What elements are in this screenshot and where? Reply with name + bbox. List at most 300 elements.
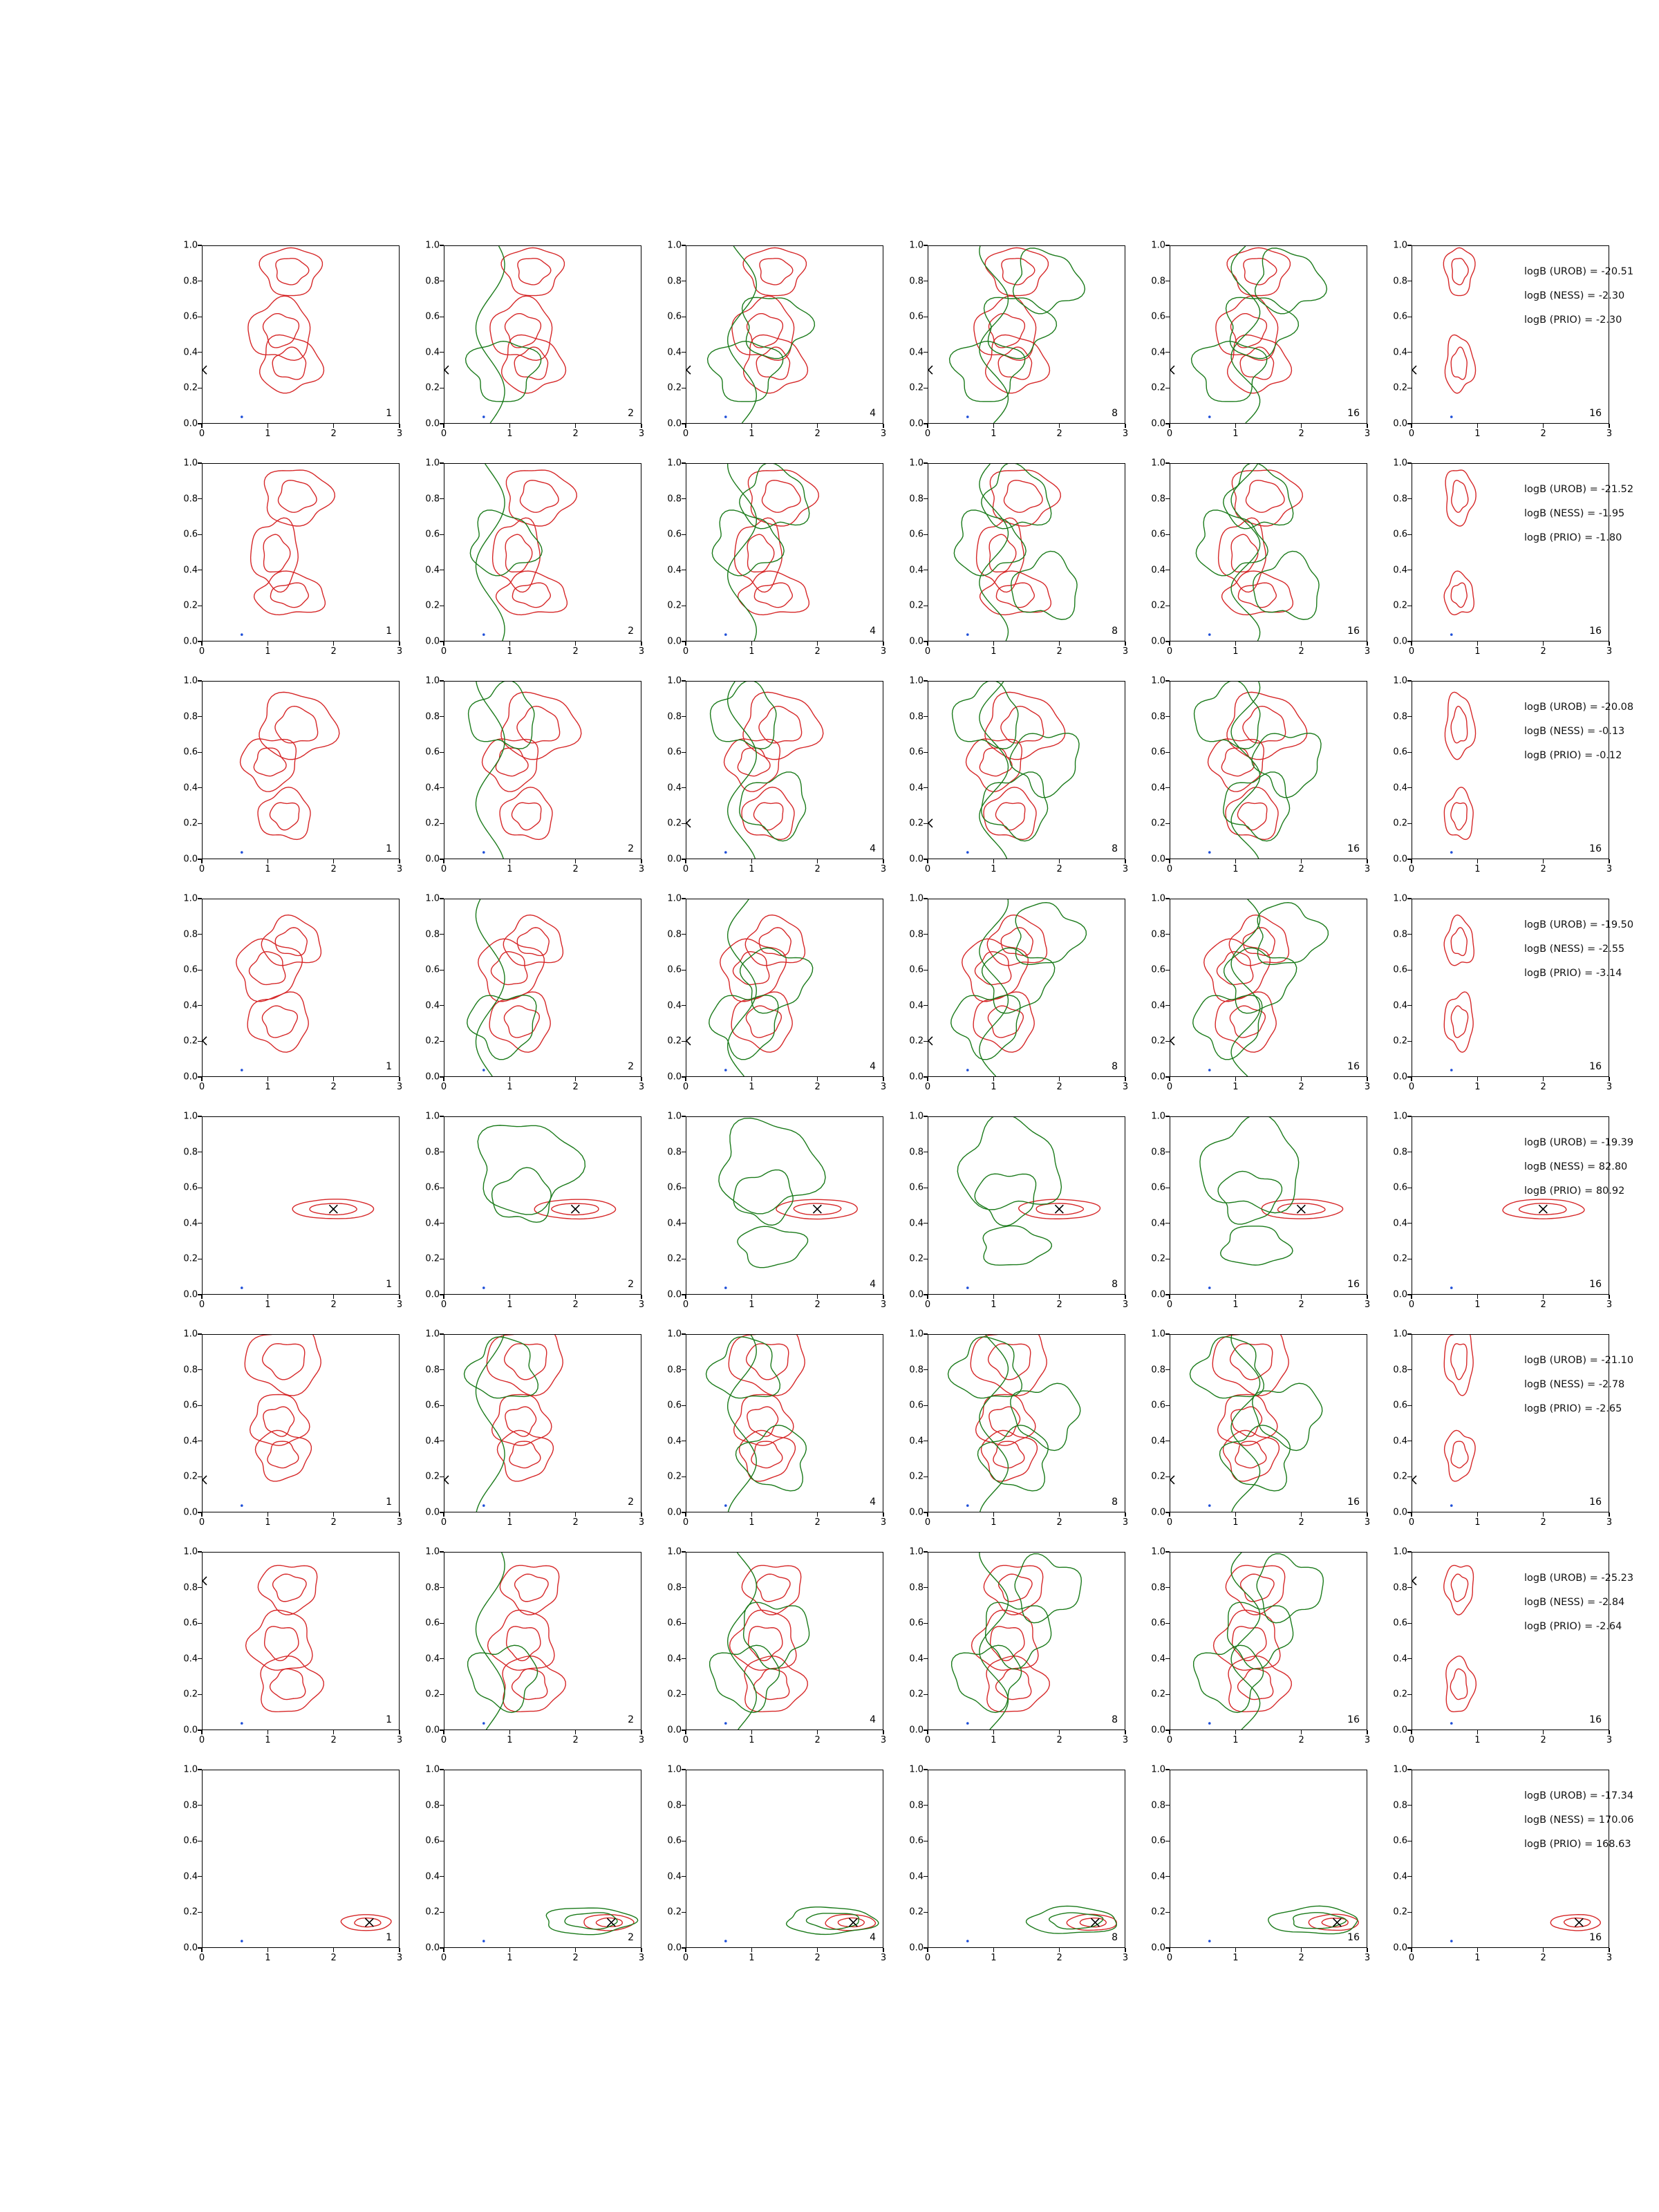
y-tick-label: 0.0 [1151, 1507, 1165, 1518]
y-tick-label: 0.0 [1151, 1071, 1165, 1082]
contour-panel [657, 893, 887, 1099]
y-tick-label: 0.6 [1151, 964, 1165, 975]
panel-corner-label: 16 [1347, 1714, 1360, 1725]
y-tick-label: 0.0 [1151, 636, 1165, 647]
y-tick-mark [440, 1041, 444, 1042]
x-tick-mark [399, 424, 400, 428]
y-tick-label: 0.8 [667, 929, 682, 940]
x-tick-label: 0 [924, 1082, 931, 1092]
y-tick-label: 0.2 [909, 600, 924, 611]
contour-panel [899, 1111, 1129, 1317]
y-tick-label: 1.0 [667, 240, 682, 251]
y-tick-label: 0.0 [183, 854, 198, 865]
y-tick-label: 0.4 [183, 1218, 198, 1229]
y-tick-label: 0.2 [1151, 1253, 1165, 1264]
y-tick-label: 0.8 [667, 711, 682, 722]
x-tick-label: 3 [638, 864, 645, 874]
x-tick-label: 3 [396, 1953, 403, 1963]
y-tick-mark [682, 1005, 686, 1006]
x-tick-label: 0 [924, 429, 931, 439]
x-tick-label: 0 [682, 429, 689, 439]
y-tick-label: 0.6 [183, 1182, 198, 1193]
x-tick-mark [927, 641, 928, 646]
x-tick-mark [685, 424, 686, 428]
y-tick-mark [198, 680, 202, 681]
x-tick-label: 1 [1232, 1517, 1239, 1528]
x-tick-mark [685, 1512, 686, 1517]
panel-axes [444, 463, 641, 641]
y-tick-label: 0.0 [183, 418, 198, 429]
x-tick-label: 2 [1056, 1953, 1062, 1963]
x-tick-label: 2 [572, 1082, 579, 1092]
x-tick-mark [751, 1077, 752, 1081]
x-tick-label: 2 [330, 1082, 337, 1092]
y-tick-label: 0.4 [667, 1653, 682, 1665]
x-tick-label: 1 [991, 864, 997, 874]
y-tick-mark [440, 1587, 444, 1588]
x-tick-label: 3 [880, 1735, 887, 1745]
y-tick-label: 0.8 [425, 929, 440, 940]
y-tick-label: 0.8 [183, 494, 198, 505]
x-tick-mark [1059, 641, 1060, 646]
y-tick-mark [1407, 462, 1412, 463]
x-tick-label: 3 [638, 1517, 645, 1528]
x-tick-mark [1169, 424, 1170, 428]
y-tick-label: 1.0 [183, 240, 198, 251]
y-tick-label: 0.2 [1151, 600, 1165, 611]
x-tick-label: 2 [572, 1300, 579, 1310]
x-tick-mark [685, 641, 686, 646]
x-tick-label: 1 [265, 1953, 271, 1963]
x-tick-mark [1543, 1512, 1544, 1517]
y-tick-label: 1.0 [183, 675, 198, 686]
y-tick-mark [924, 1405, 928, 1406]
x-tick-label: 2 [330, 864, 337, 874]
y-tick-mark [440, 352, 444, 353]
x-tick-label: 2 [330, 1953, 337, 1963]
y-tick-label: 0.6 [1151, 311, 1165, 322]
y-tick-label: 0.8 [909, 1147, 924, 1158]
y-tick-label: 0.0 [667, 1071, 682, 1082]
contour-panel [415, 458, 645, 664]
y-tick-mark [1165, 934, 1170, 935]
y-tick-mark [682, 1658, 686, 1659]
y-tick-label: 0.2 [183, 818, 198, 829]
x-tick-label: 2 [814, 1082, 821, 1092]
y-tick-label: 0.6 [183, 311, 198, 322]
panel-axes [202, 1770, 400, 1948]
y-tick-mark [1165, 787, 1170, 788]
y-tick-label: 0.4 [667, 347, 682, 358]
y-tick-label: 1.0 [909, 1111, 924, 1122]
x-tick-label: 3 [1606, 864, 1613, 874]
y-tick-label: 0.0 [667, 1725, 682, 1736]
logb-prio-label: logB (PRIO) = -1.80 [1524, 532, 1622, 543]
y-tick-label: 0.2 [909, 1253, 924, 1264]
y-tick-mark [1407, 352, 1412, 353]
x-tick-label: 2 [814, 1735, 821, 1745]
panel-axes [444, 1552, 641, 1730]
x-tick-label: 3 [1122, 1953, 1129, 1963]
y-tick-mark [440, 716, 444, 717]
y-tick-mark [198, 534, 202, 535]
row-annotation-block [1524, 1790, 1634, 1863]
logb-ness-label: logB (NESS) = -2.55 [1524, 944, 1625, 955]
y-tick-label: 0.2 [667, 1253, 682, 1264]
panel-corner-label: 1 [386, 1714, 392, 1725]
x-tick-mark [817, 1077, 818, 1081]
y-tick-label: 1.0 [425, 1111, 440, 1122]
x-tick-label: 3 [638, 429, 645, 439]
x-tick-label: 2 [1298, 1082, 1304, 1092]
panel-axes [928, 1116, 1125, 1295]
x-tick-label: 1 [507, 429, 513, 439]
y-tick-mark [198, 716, 202, 717]
x-tick-label: 0 [682, 1082, 689, 1092]
y-tick-label: 0.2 [425, 1035, 440, 1047]
y-tick-mark [924, 752, 928, 753]
y-tick-mark [1165, 1369, 1170, 1370]
contour-panel [1141, 1764, 1371, 1970]
y-tick-mark [682, 1369, 686, 1370]
y-tick-mark [924, 352, 928, 353]
y-tick-label: 0.4 [425, 1218, 440, 1229]
x-tick-mark [333, 1730, 334, 1734]
y-tick-label: 0.4 [1151, 1871, 1165, 1882]
y-tick-mark [682, 1587, 686, 1588]
x-tick-label: 3 [1122, 1735, 1129, 1745]
x-tick-mark [927, 1948, 928, 1952]
x-tick-label: 0 [440, 1517, 447, 1528]
y-tick-label: 0.4 [667, 1436, 682, 1447]
y-tick-label: 0.2 [909, 1906, 924, 1918]
y-tick-mark [1165, 534, 1170, 535]
y-tick-label: 0.0 [183, 1507, 198, 1518]
x-tick-label: 1 [265, 646, 271, 657]
y-tick-mark [440, 1551, 444, 1552]
y-tick-label: 0.4 [183, 1653, 198, 1665]
y-tick-mark [924, 1623, 928, 1624]
y-tick-label: 1.0 [425, 240, 440, 251]
x-tick-label: 3 [638, 1953, 645, 1963]
y-tick-label: 0.4 [909, 1871, 924, 1882]
x-tick-label: 0 [440, 646, 447, 657]
x-tick-label: 2 [1056, 1300, 1062, 1310]
contour-panel [899, 893, 1129, 1099]
y-tick-mark [924, 1769, 928, 1770]
contour-panel [899, 240, 1129, 446]
y-tick-label: 0.2 [183, 1471, 198, 1482]
y-tick-label: 0.2 [425, 1471, 440, 1482]
x-tick-label: 0 [440, 1082, 447, 1092]
y-tick-label: 0.8 [1393, 1147, 1407, 1158]
x-tick-mark [993, 1512, 994, 1517]
y-tick-mark [1165, 498, 1170, 499]
x-tick-mark [575, 1077, 576, 1081]
y-tick-mark [682, 752, 686, 753]
x-tick-label: 2 [814, 429, 821, 439]
panel-corner-label: 1 [386, 1061, 392, 1072]
y-tick-label: 0.8 [425, 1147, 440, 1158]
y-tick-label: 0.4 [909, 782, 924, 794]
x-tick-mark [1411, 1948, 1412, 1952]
x-tick-mark [509, 859, 510, 863]
y-tick-label: 1.0 [667, 675, 682, 686]
x-tick-label: 3 [1364, 1517, 1371, 1528]
x-tick-label: 3 [880, 646, 887, 657]
x-tick-label: 3 [1606, 1735, 1613, 1745]
y-tick-label: 0.8 [667, 1365, 682, 1376]
x-tick-label: 0 [682, 1300, 689, 1310]
x-tick-mark [1301, 1948, 1302, 1952]
x-tick-mark [993, 1295, 994, 1299]
y-tick-mark [1407, 1369, 1412, 1370]
panel-corner-label: 16 [1589, 1061, 1602, 1072]
y-tick-mark [1165, 352, 1170, 353]
y-tick-label: 0.8 [183, 711, 198, 722]
x-tick-mark [443, 424, 444, 428]
y-tick-label: 0.6 [425, 311, 440, 322]
y-tick-mark [924, 1658, 928, 1659]
x-tick-label: 1 [749, 1517, 755, 1528]
y-tick-label: 0.0 [667, 1507, 682, 1518]
y-tick-label: 0.2 [667, 1906, 682, 1918]
y-tick-mark [1165, 752, 1170, 753]
x-tick-label: 2 [572, 1953, 579, 1963]
x-tick-label: 1 [1474, 1300, 1481, 1310]
y-tick-label: 0.0 [909, 1942, 924, 1953]
x-tick-mark [1235, 641, 1236, 646]
y-tick-mark [198, 1769, 202, 1770]
y-tick-label: 0.2 [667, 1689, 682, 1700]
y-tick-label: 0.0 [909, 1071, 924, 1082]
contour-panel [1141, 458, 1371, 664]
x-tick-label: 2 [1056, 1082, 1062, 1092]
y-tick-label: 1.0 [1151, 240, 1165, 251]
y-tick-mark [198, 1623, 202, 1624]
x-tick-mark [1059, 1077, 1060, 1081]
y-tick-mark [440, 934, 444, 935]
logb-prio-label: logB (PRIO) = -2.65 [1524, 1403, 1622, 1414]
panel-axes [686, 1552, 883, 1730]
y-tick-label: 0.2 [667, 600, 682, 611]
y-tick-mark [198, 752, 202, 753]
x-tick-label: 0 [924, 1735, 931, 1745]
y-tick-mark [924, 462, 928, 463]
y-tick-mark [198, 1223, 202, 1224]
x-tick-mark [399, 641, 400, 646]
x-tick-mark [1543, 641, 1544, 646]
logb-prio-label: logB (PRIO) = -3.14 [1524, 968, 1622, 979]
panel-axes [202, 463, 400, 641]
panel-corner-label: 16 [1589, 626, 1602, 637]
x-tick-label: 2 [1298, 1953, 1304, 1963]
y-tick-mark [682, 1912, 686, 1913]
y-tick-mark [198, 498, 202, 499]
y-tick-mark [1165, 1694, 1170, 1695]
y-tick-mark [682, 823, 686, 824]
x-tick-mark [927, 1512, 928, 1517]
y-tick-label: 0.8 [667, 1582, 682, 1593]
x-tick-label: 2 [814, 646, 821, 657]
x-tick-mark [575, 641, 576, 646]
x-tick-label: 3 [638, 1735, 645, 1745]
y-tick-label: 1.0 [1151, 893, 1165, 904]
contour-panel [415, 1111, 645, 1317]
y-tick-mark [924, 1587, 928, 1588]
y-tick-label: 1.0 [1393, 675, 1407, 686]
y-tick-mark [924, 1551, 928, 1552]
y-tick-mark [1165, 970, 1170, 971]
y-tick-label: 0.6 [183, 1835, 198, 1846]
y-tick-mark [924, 534, 928, 535]
x-tick-mark [443, 641, 444, 646]
y-tick-label: 0.0 [183, 1725, 198, 1736]
x-tick-label: 2 [572, 646, 579, 657]
panel-axes [1170, 1334, 1367, 1512]
y-tick-label: 0.4 [1151, 782, 1165, 794]
y-tick-label: 1.0 [667, 1111, 682, 1122]
x-tick-label: 0 [198, 646, 205, 657]
y-tick-label: 0.6 [425, 1400, 440, 1411]
x-tick-mark [927, 859, 928, 863]
contour-panel [899, 1546, 1129, 1752]
x-tick-label: 0 [198, 429, 205, 439]
y-tick-mark [924, 680, 928, 681]
y-tick-label: 0.8 [425, 1582, 440, 1593]
y-tick-label: 0.6 [183, 747, 198, 758]
x-tick-mark [575, 1948, 576, 1952]
x-tick-mark [1059, 1512, 1060, 1517]
x-tick-label: 0 [682, 646, 689, 657]
y-tick-mark [924, 1694, 928, 1695]
x-tick-mark [1411, 1295, 1412, 1299]
x-tick-label: 0 [1408, 864, 1415, 874]
y-tick-label: 0.0 [909, 636, 924, 647]
x-tick-mark [1235, 1948, 1236, 1952]
y-tick-mark [198, 1005, 202, 1006]
panel-axes [444, 1770, 641, 1948]
x-tick-label: 0 [924, 1953, 931, 1963]
x-tick-label: 1 [1474, 864, 1481, 874]
x-tick-mark [685, 1730, 686, 1734]
panel-axes [686, 1770, 883, 1948]
y-tick-label: 0.8 [1393, 494, 1407, 505]
y-tick-label: 1.0 [183, 1764, 198, 1775]
y-tick-label: 0.0 [909, 854, 924, 865]
x-tick-label: 2 [572, 864, 579, 874]
x-tick-label: 2 [330, 1300, 337, 1310]
y-tick-mark [1165, 1658, 1170, 1659]
x-tick-label: 2 [572, 1517, 579, 1528]
x-tick-label: 1 [265, 1082, 271, 1092]
y-tick-mark [924, 934, 928, 935]
y-tick-label: 0.6 [1393, 1182, 1407, 1193]
x-tick-mark [817, 859, 818, 863]
x-tick-label: 0 [198, 1953, 205, 1963]
y-tick-label: 0.4 [667, 1218, 682, 1229]
y-tick-label: 0.0 [425, 418, 440, 429]
x-tick-label: 0 [924, 1300, 931, 1310]
x-tick-label: 0 [924, 646, 931, 657]
y-tick-label: 1.0 [1151, 1764, 1165, 1775]
y-tick-label: 0.0 [909, 1289, 924, 1300]
y-tick-mark [682, 1041, 686, 1042]
x-tick-mark [575, 1512, 576, 1517]
y-tick-label: 0.0 [667, 418, 682, 429]
panel-axes [444, 1334, 641, 1512]
y-tick-label: 0.8 [183, 1147, 198, 1158]
y-tick-label: 0.0 [1151, 1942, 1165, 1953]
y-tick-mark [1407, 498, 1412, 499]
contour-panel [173, 1764, 403, 1970]
y-tick-mark [682, 1223, 686, 1224]
x-tick-mark [333, 424, 334, 428]
y-tick-mark [1165, 823, 1170, 824]
panel-corner-label: 4 [870, 626, 876, 637]
x-tick-label: 0 [440, 1300, 447, 1310]
x-tick-label: 2 [1540, 1953, 1546, 1963]
x-tick-label: 1 [749, 1953, 755, 1963]
y-tick-mark [682, 787, 686, 788]
y-tick-mark [1407, 1658, 1412, 1659]
panel-corner-label: 8 [1112, 408, 1118, 419]
contour-panel [1141, 240, 1371, 446]
y-tick-mark [1165, 1769, 1170, 1770]
panel-corner-label: 4 [870, 1061, 876, 1072]
x-tick-label: 1 [265, 1517, 271, 1528]
x-tick-label: 3 [880, 1517, 887, 1528]
y-tick-label: 0.0 [1393, 418, 1407, 429]
x-tick-mark [333, 1077, 334, 1081]
y-tick-label: 0.2 [909, 818, 924, 829]
y-tick-label: 0.0 [183, 1289, 198, 1300]
x-tick-label: 1 [507, 1082, 513, 1092]
y-tick-label: 1.0 [909, 1329, 924, 1340]
y-tick-label: 0.8 [1151, 711, 1165, 722]
x-tick-label: 3 [396, 864, 403, 874]
x-tick-mark [201, 859, 202, 863]
panel-corner-label: 2 [628, 843, 634, 854]
panel-corner-label: 16 [1347, 1061, 1360, 1072]
y-tick-label: 0.6 [1151, 747, 1165, 758]
y-tick-mark [1407, 1005, 1412, 1006]
x-tick-label: 0 [1408, 646, 1415, 657]
y-tick-mark [440, 1405, 444, 1406]
x-tick-label: 0 [1166, 1517, 1173, 1528]
panel-axes [202, 1334, 400, 1512]
x-tick-label: 2 [1540, 1300, 1546, 1310]
panel-corner-label: 16 [1347, 408, 1360, 419]
x-tick-mark [1301, 1077, 1302, 1081]
logb-urob-label: logB (UROB) = -21.52 [1524, 484, 1634, 495]
y-tick-mark [198, 352, 202, 353]
x-tick-label: 0 [1408, 429, 1415, 439]
panel-corner-label: 2 [628, 1061, 634, 1072]
y-tick-label: 0.6 [183, 529, 198, 540]
x-tick-label: 1 [507, 1735, 513, 1745]
contour-panel [1141, 1546, 1371, 1752]
x-tick-mark [1059, 859, 1060, 863]
y-tick-label: 0.8 [909, 711, 924, 722]
y-tick-label: 0.4 [1393, 347, 1407, 358]
y-tick-label: 0.0 [1393, 1071, 1407, 1082]
y-tick-label: 0.2 [183, 1035, 198, 1047]
panel-corner-label: 2 [628, 626, 634, 637]
y-tick-mark [1165, 1551, 1170, 1552]
y-tick-label: 0.2 [1393, 1689, 1407, 1700]
y-tick-mark [1165, 1041, 1170, 1042]
